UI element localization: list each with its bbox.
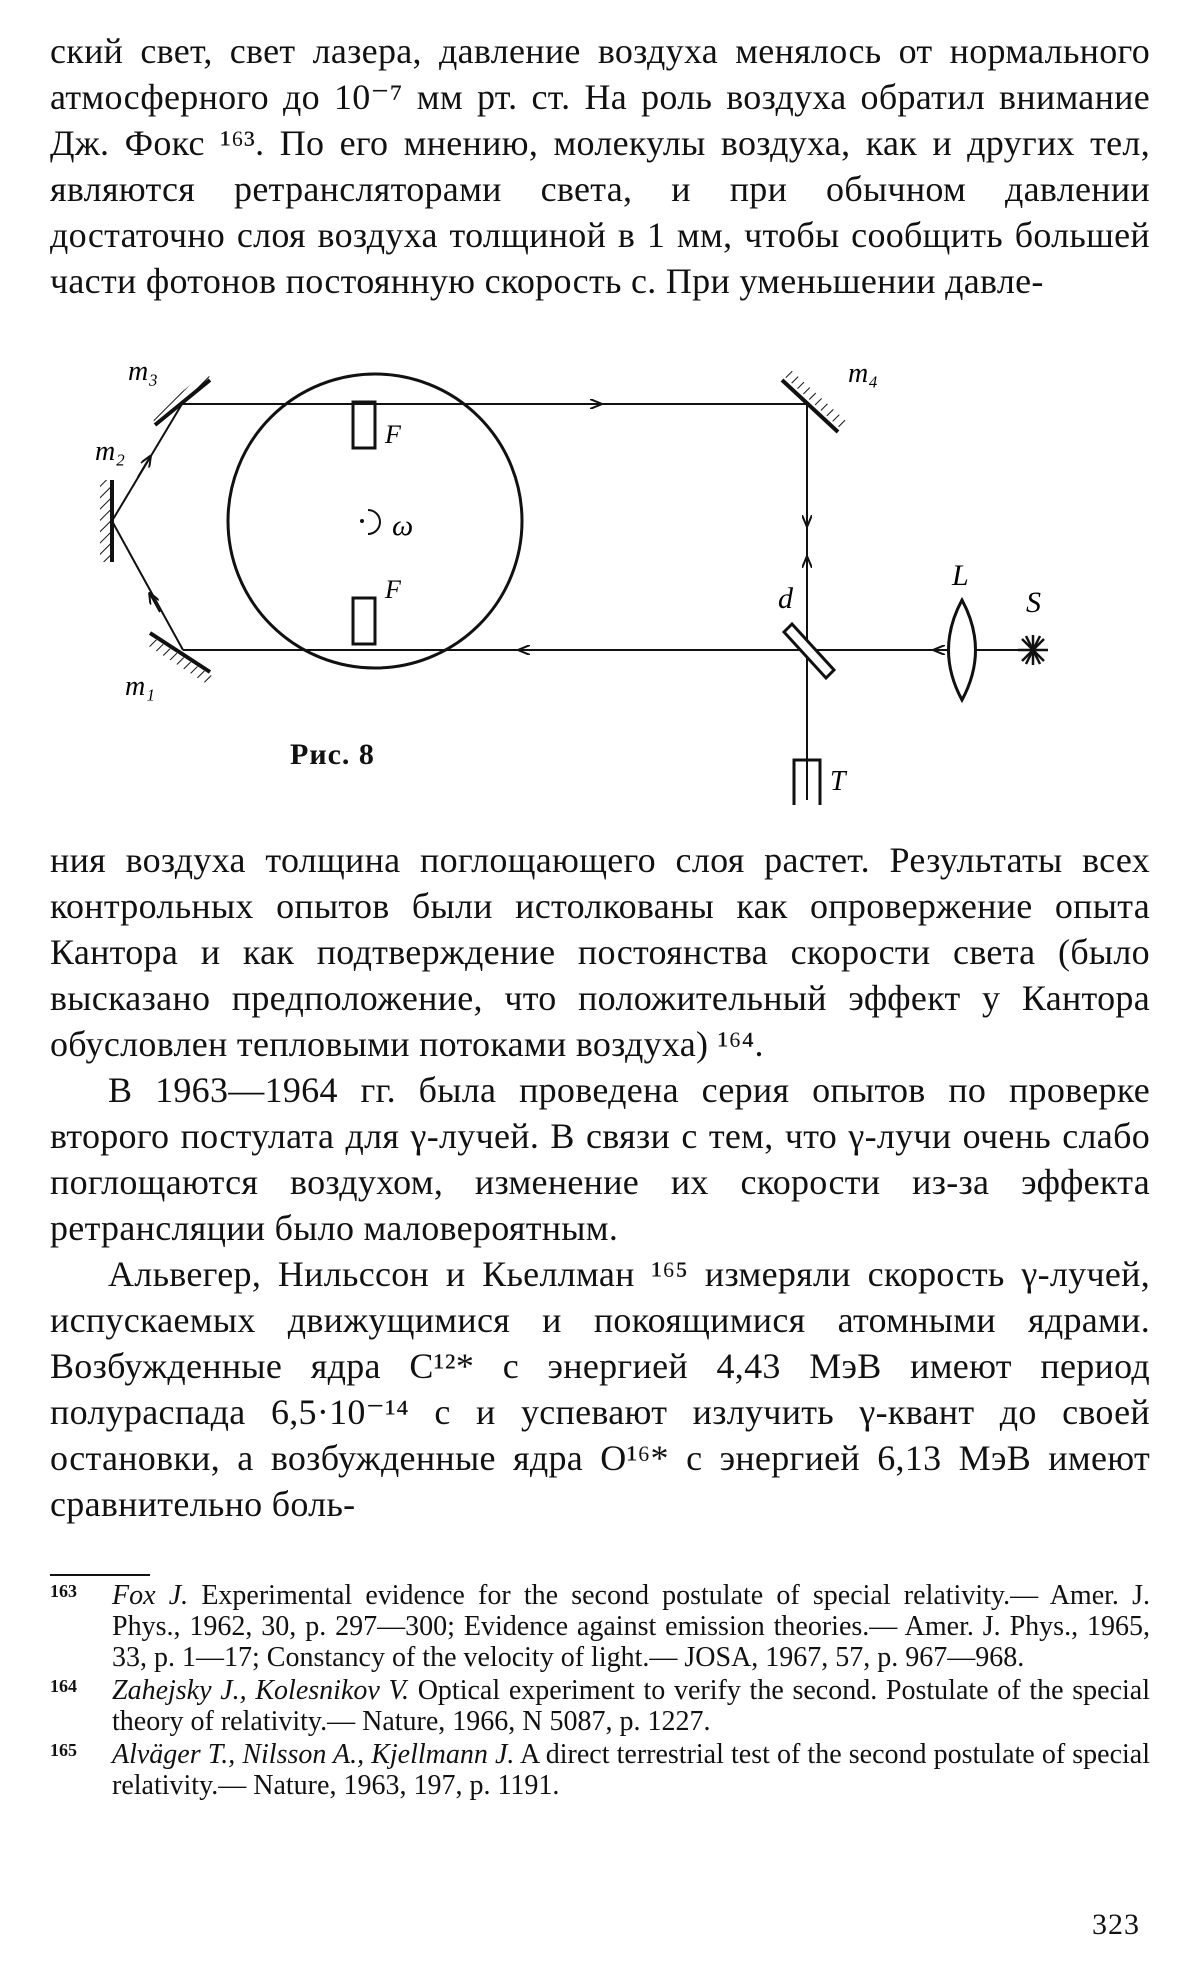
label-F-top: F	[385, 420, 401, 449]
footnote-author: Zahejsky J., Kolesnikov V.	[112, 1675, 409, 1706]
footnote-text: A direct terrestrial test of the second postulate of special relativity.— Nature, 1963, 197, p. 1191.	[112, 1739, 1150, 1801]
label-T: T	[830, 766, 846, 797]
footnote-number: 164	[50, 1676, 77, 1696]
footnote-author: Alväger T., Nilsson A., Kjellmann J.	[112, 1739, 515, 1770]
mirror-m4	[782, 370, 847, 432]
paragraph-1: ния воздуха толщина поглощающего слоя растет. Результаты всех контрольных опытов были истолкованы как опровержение опыта Кантора и как подтверждение постоянства скорости света (было высказано предположение, что положительный эффект у Кантора обусловлен тепловыми потоками воздуха) ¹⁶⁴.	[50, 840, 1150, 1064]
mirror-m1	[147, 633, 212, 684]
beam-m1-m2	[112, 521, 183, 650]
label-L: L	[952, 559, 969, 592]
filter-bottom	[353, 598, 375, 644]
filter-top	[353, 402, 375, 448]
figure-caption: Рис. 8	[290, 738, 375, 771]
mirror-m2	[100, 480, 112, 562]
footnote-163	[50, 1580, 1150, 1673]
footnote-164	[50, 1675, 1150, 1737]
label-F-bottom: F	[385, 575, 401, 604]
footnote-author: Fox J.	[112, 1580, 189, 1611]
beam-arrow-m1-m2	[150, 594, 160, 612]
disk-center-dot	[360, 519, 364, 523]
mirror-m3	[151, 372, 212, 425]
label-m1: m₁	[125, 671, 155, 702]
footnotes	[50, 1580, 1150, 1803]
optical-diagram	[95, 350, 1120, 810]
paragraph-2: В 1963—1964 гг. была проведена серия опытов по проверке второго постулата для γ-лучей. В связи с тем, что γ-лучи очень слабо поглощаются воздухом, изменение их скорости из-за эффекта ретрансляции было маловероятным.	[50, 1070, 1150, 1248]
label-m2: m₂	[95, 436, 125, 467]
label-m3: m₃	[128, 356, 158, 387]
figure-8	[95, 350, 1120, 810]
footnote-165	[50, 1739, 1150, 1801]
label-d: d	[778, 582, 793, 615]
text-block-top	[50, 28, 1150, 304]
footnote-text: Optical experiment to verify the second. Postulate of the special theory of relativity.— Nature, 1966, N 5087, p. 1227.	[112, 1675, 1150, 1737]
light-source-S	[1018, 635, 1048, 665]
footnote-number: 165	[50, 1740, 77, 1760]
rotation-arrow	[368, 510, 380, 534]
text-block-main	[50, 837, 1150, 1527]
footnote-number: 163	[50, 1581, 77, 1601]
paragraph-continued: ский свет, свет лазера, давление воздуха менялось от нормального атмосферного до 10⁻⁷ мм рт. ст. На роль воздуха обратил внимание Дж. Фокс ¹⁶³. По его мнению, молекулы воздуха, как и других тел, являются ретрансляторами света, и при обычном давлении достаточно слоя воздуха толщиной в 1 мм, чтобы сообщить большей части фотонов постоянную скорость c. При уменьшении давле-	[50, 31, 1150, 301]
omega-label: ω	[392, 509, 414, 542]
beam-arrow-m2-m3	[138, 457, 150, 477]
lens-L	[949, 600, 976, 700]
paragraph-3: Альвегер, Нильссон и Кьеллман ¹⁶⁵ измеряли скорость γ-лучей, испускаемых движущимися и покоящимися атомными ядрами. Возбужденные ядра C¹²* с энергией 4,43 МэВ имеют период полураспада 6,5·10⁻¹⁴ с и успевают излучить γ-квант до своей остановки, а возбужденные ядра O¹⁶* с энергией 6,13 МэВ имеют сравнительно боль-	[50, 1254, 1150, 1524]
label-m4: m₄	[848, 358, 878, 389]
label-S: S	[1026, 586, 1041, 619]
footnote-text: Experimental evidence for the second postulate of special relativity.— Amer. J. Phys., 1962, 30, p. 297—300; Evidence against emission theories.— Amer. J. Phys., 1965, 33, p. 1—17; Constancy of the velocity of light.— JOSA, 1967, 57, p. 967—968.	[112, 1580, 1150, 1673]
page-number: 323	[1092, 1908, 1140, 1941]
